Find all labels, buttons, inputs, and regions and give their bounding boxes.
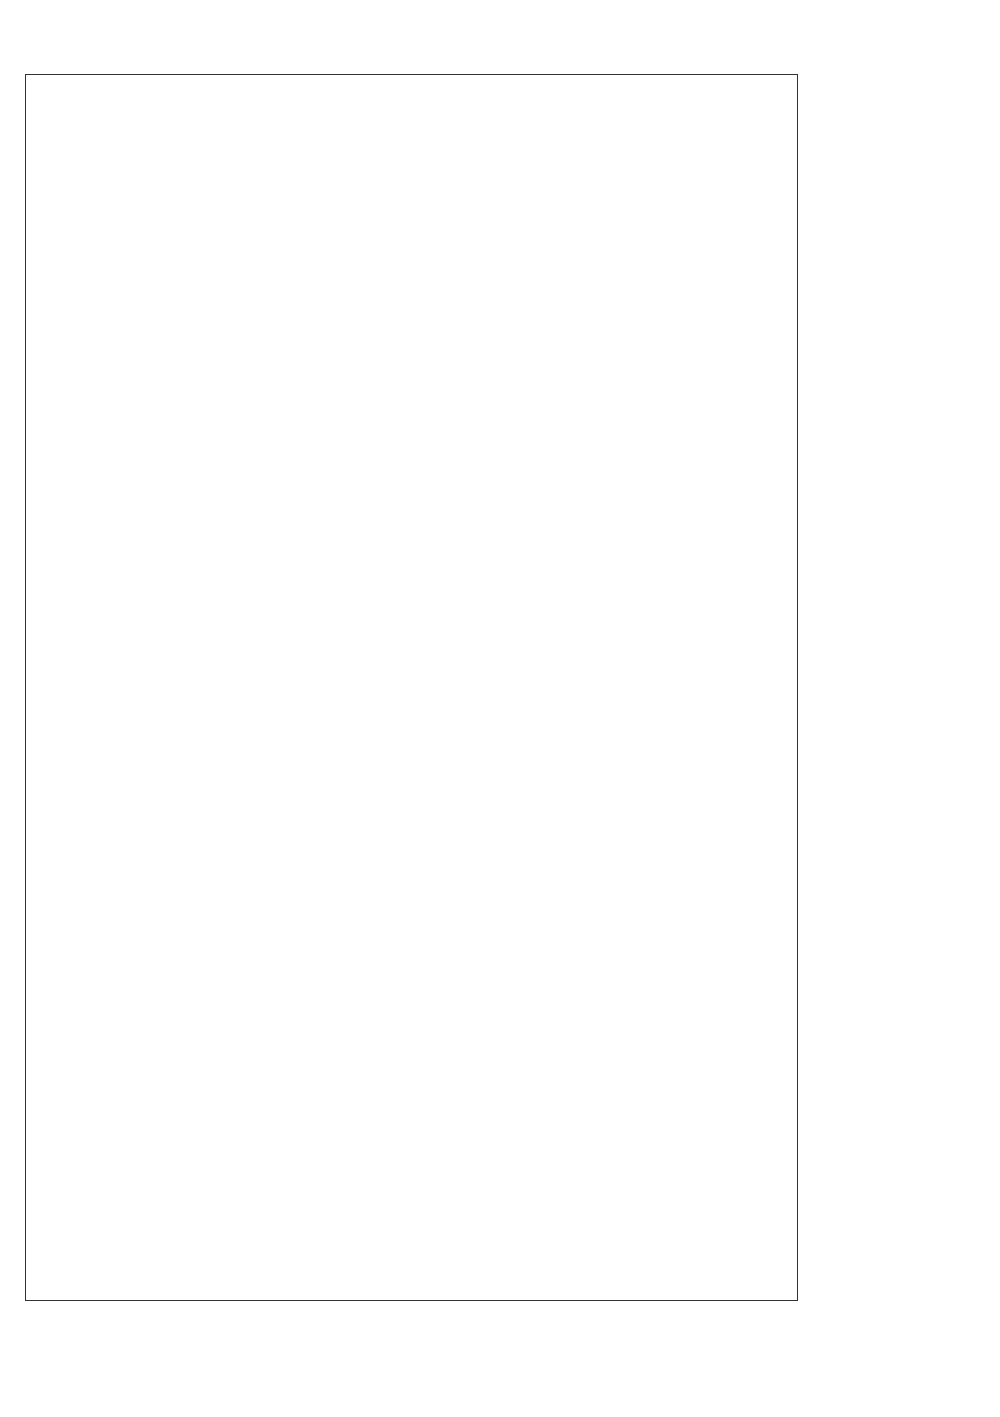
curriculum-sheet	[25, 74, 798, 1301]
page-title	[26, 75, 799, 103]
curriculum-table	[26, 123, 799, 1302]
